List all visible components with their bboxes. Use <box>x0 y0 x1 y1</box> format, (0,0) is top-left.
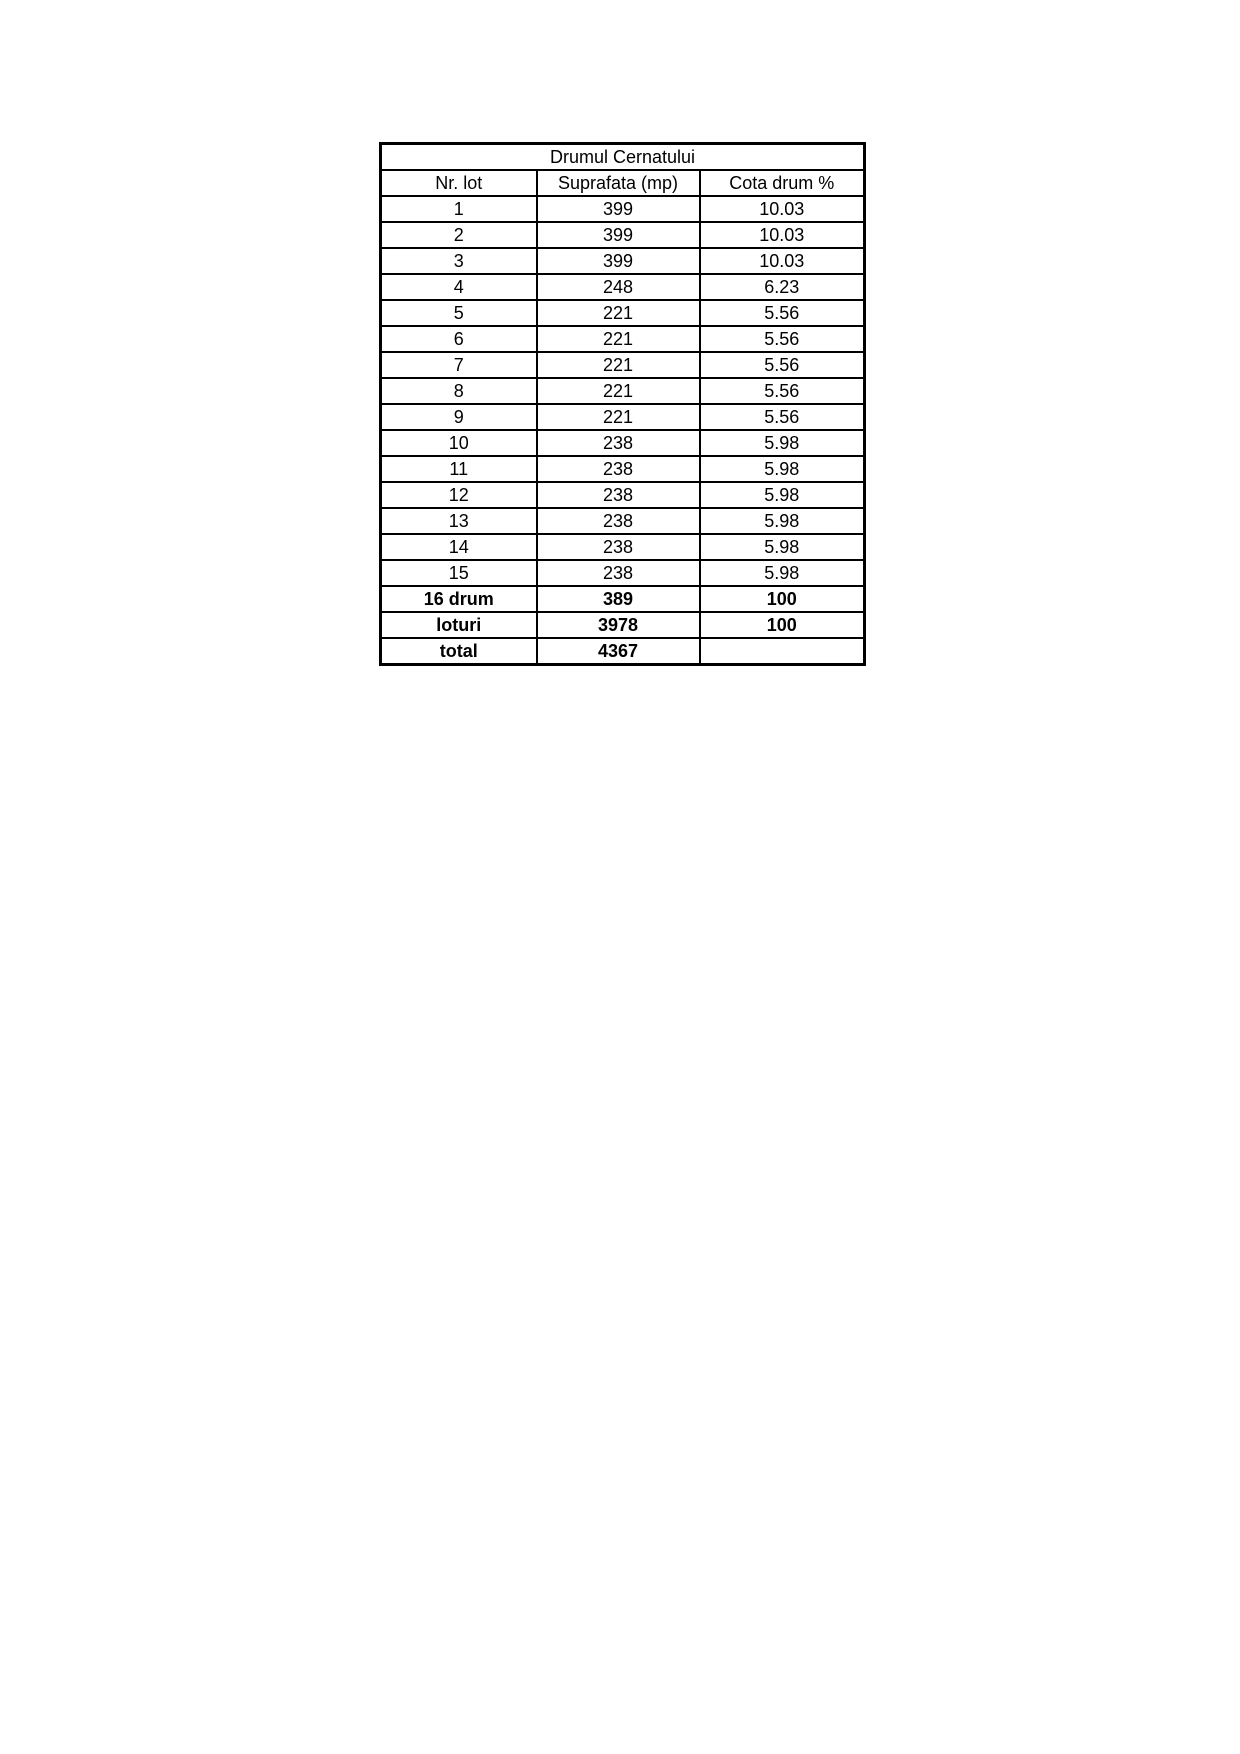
cell-suprafata: 389 <box>537 586 700 612</box>
cell-nr-lot: total <box>381 638 537 665</box>
cell-suprafata: 221 <box>537 326 700 352</box>
cell-cota-drum: 5.56 <box>700 404 865 430</box>
cell-nr-lot: 11 <box>381 456 537 482</box>
cell-nr-lot: loturi <box>381 612 537 638</box>
cell-cota-drum: 5.98 <box>700 508 865 534</box>
cell-suprafata: 238 <box>537 560 700 586</box>
cell-nr-lot: 9 <box>381 404 537 430</box>
cell-suprafata: 238 <box>537 482 700 508</box>
table-row <box>381 222 865 248</box>
cell-cota-drum: 5.98 <box>700 430 865 456</box>
cell-nr-lot: 12 <box>381 482 537 508</box>
cell-nr-lot: 8 <box>381 378 537 404</box>
cell-nr-lot: 1 <box>381 196 537 222</box>
cell-nr-lot: 15 <box>381 560 537 586</box>
table-row <box>381 430 865 456</box>
cell-suprafata: 221 <box>537 404 700 430</box>
cell-suprafata: 399 <box>537 196 700 222</box>
table-row <box>381 404 865 430</box>
table-row <box>381 482 865 508</box>
table-row <box>381 352 865 378</box>
table-title: Drumul Cernatului <box>381 144 865 171</box>
cell-cota-drum: 5.98 <box>700 482 865 508</box>
cell-suprafata: 238 <box>537 508 700 534</box>
cell-nr-lot: 6 <box>381 326 537 352</box>
table-row <box>381 378 865 404</box>
cell-suprafata: 221 <box>537 378 700 404</box>
cell-suprafata: 238 <box>537 534 700 560</box>
cell-nr-lot: 7 <box>381 352 537 378</box>
table-row <box>381 300 865 326</box>
cell-suprafata: 248 <box>537 274 700 300</box>
cell-cota-drum <box>700 638 865 665</box>
cell-cota-drum: 5.56 <box>700 300 865 326</box>
cell-cota-drum: 5.98 <box>700 534 865 560</box>
table-row <box>381 560 865 586</box>
summary-row-drum <box>381 586 865 612</box>
cell-cota-drum: 6.23 <box>700 274 865 300</box>
cell-cota-drum: 5.98 <box>700 456 865 482</box>
cell-cota-drum: 100 <box>700 586 865 612</box>
cell-nr-lot: 3 <box>381 248 537 274</box>
cell-suprafata: 3978 <box>537 612 700 638</box>
table-row <box>381 534 865 560</box>
cell-nr-lot: 14 <box>381 534 537 560</box>
cell-nr-lot: 4 <box>381 274 537 300</box>
table-header-row <box>381 170 865 196</box>
column-header-cota-drum: Cota drum % <box>700 170 865 196</box>
cell-nr-lot: 13 <box>381 508 537 534</box>
cell-cota-drum: 10.03 <box>700 222 865 248</box>
cell-cota-drum: 10.03 <box>700 196 865 222</box>
cell-cota-drum: 5.56 <box>700 326 865 352</box>
table-row <box>381 274 865 300</box>
cell-cota-drum: 10.03 <box>700 248 865 274</box>
cell-cota-drum: 100 <box>700 612 865 638</box>
cell-nr-lot: 16 drum <box>381 586 537 612</box>
cell-suprafata: 221 <box>537 352 700 378</box>
cell-cota-drum: 5.56 <box>700 352 865 378</box>
table-row <box>381 248 865 274</box>
cell-suprafata: 399 <box>537 222 700 248</box>
table-row <box>381 196 865 222</box>
cell-suprafata: 238 <box>537 456 700 482</box>
table-title-row <box>381 144 865 171</box>
cell-suprafata: 238 <box>537 430 700 456</box>
cell-nr-lot: 5 <box>381 300 537 326</box>
summary-row-loturi <box>381 612 865 638</box>
cell-suprafata: 399 <box>537 248 700 274</box>
lot-table <box>379 142 866 666</box>
cell-suprafata: 4367 <box>537 638 700 665</box>
column-header-suprafata: Suprafata (mp) <box>537 170 700 196</box>
cell-cota-drum: 5.56 <box>700 378 865 404</box>
table-row <box>381 326 865 352</box>
table-row <box>381 456 865 482</box>
table-row <box>381 508 865 534</box>
summary-row-total <box>381 638 865 665</box>
cell-nr-lot: 2 <box>381 222 537 248</box>
column-header-nr-lot: Nr. lot <box>381 170 537 196</box>
cell-nr-lot: 10 <box>381 430 537 456</box>
cell-suprafata: 221 <box>537 300 700 326</box>
cell-cota-drum: 5.98 <box>700 560 865 586</box>
